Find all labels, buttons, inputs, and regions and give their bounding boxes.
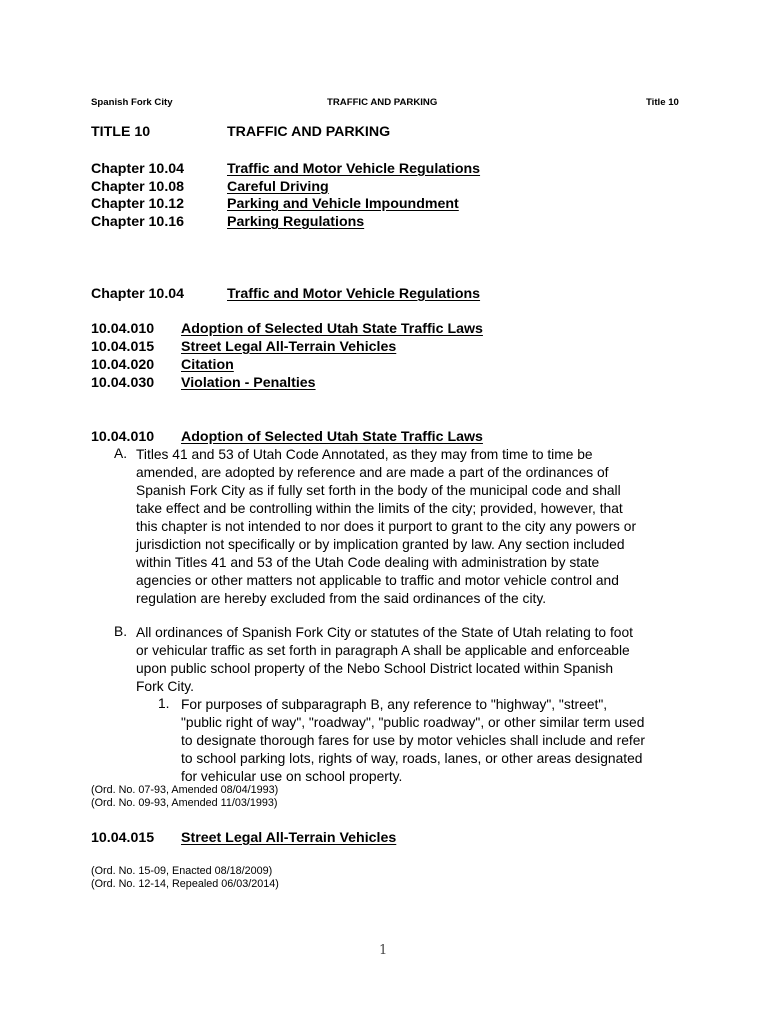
subparagraph-1-line: to school parking lots, rights of way, roads, lanes, or other areas designated (181, 751, 643, 766)
paragraph-a-line: jurisdiction not specifically or by implication granted by law. Any section included (136, 537, 625, 552)
subparagraph-1-line: for vehicular use on school property. (181, 769, 403, 784)
chapter-link[interactable]: Careful Driving (227, 179, 329, 195)
section-number: 10.04.030 (91, 375, 155, 391)
chapter-link[interactable]: Parking Regulations (227, 214, 365, 230)
section-010-number: 10.04.010 (91, 429, 155, 445)
title-name: TRAFFIC AND PARKING (227, 124, 391, 140)
section-010-title: Adoption of Selected Utah State Traffic Laws (181, 429, 483, 445)
ordinance-note: (Ord. No. 12-14, Repealed 06/03/2014) (91, 878, 279, 890)
section-link[interactable]: Citation (181, 357, 234, 373)
subparagraph-1-line: For purposes of subparagraph B, any reference to "highway", "street", (181, 697, 608, 712)
paragraph-a-line: regulation are hereby excluded from the said ordinances of the city. (136, 591, 547, 606)
section-015-title: Street Legal All-Terrain Vehicles (181, 830, 397, 846)
paragraph-b-marker: B. (114, 624, 128, 639)
paragraph-a-line: within Titles 41 and 53 of the Utah Code dealing with administration by state (136, 555, 600, 570)
section-link[interactable]: Adoption of Selected Utah State Traffic Laws (181, 321, 483, 337)
paragraph-b-line: or vehicular traffic as set forth in paragraph A shall be applicable and enforceable (136, 643, 630, 658)
page-number: 1 (379, 943, 388, 958)
subparagraph-1-line: "public right of way", "roadway", "public roadway", or other similar term used (181, 715, 645, 730)
header-city: Spanish Fork City (91, 97, 173, 108)
ordinance-note: (Ord. No. 15-09, Enacted 08/18/2009) (91, 865, 273, 877)
chapter-number: Chapter 10.16 (91, 214, 185, 230)
header-title-number: Title 10 (646, 97, 679, 108)
ordinance-note: (Ord. No. 09-93, Amended 11/03/1993) (91, 797, 278, 809)
paragraph-a-line: Titles 41 and 53 of Utah Code Annotated, as they may from time to time be (136, 447, 593, 462)
paragraph-a-line: amended, are adopted by reference and are made a part of the ordinances of (136, 465, 609, 480)
paragraph-a-line: this chapter is not intended to nor does it purport to grant to the city any powers or (136, 519, 637, 534)
title-label: TITLE 10 (91, 124, 151, 140)
section-015-number: 10.04.015 (91, 830, 155, 846)
subparagraph-1-marker: 1. (158, 696, 170, 711)
paragraph-a-line: take effect and be controlling within the limits of the city; provided, however, that (136, 501, 623, 516)
section-link[interactable]: Street Legal All-Terrain Vehicles (181, 339, 397, 355)
paragraph-a (136, 446, 681, 608)
section-number: 10.04.010 (91, 321, 155, 337)
section-number: 10.04.015 (91, 339, 155, 355)
chapter-link[interactable]: Traffic and Motor Vehicle Regulations (227, 161, 481, 177)
subparagraph-1 (181, 696, 681, 786)
paragraph-a-line: agencies or other matters not applicable to traffic and motor vehicle control and (136, 573, 619, 588)
paragraph-b-line: Fork City. (136, 679, 194, 694)
paragraph-b-line: All ordinances of Spanish Fork City or statutes of the State of Utah relating to foot (136, 625, 633, 640)
subparagraph-1-line: to designate thorough fares for use by motor vehicles shall include and refer (181, 733, 645, 748)
section-link[interactable]: Violation - Penalties (181, 375, 316, 391)
ordinance-note: (Ord. No. 07-93, Amended 08/04/1993) (91, 784, 279, 796)
chapter-heading-number: Chapter 10.04 (91, 286, 185, 302)
chapter-link[interactable]: Parking and Vehicle Impoundment (227, 196, 459, 212)
paragraph-b-line: upon public school property of the Nebo School District located within Spanish (136, 661, 614, 676)
chapter-number: Chapter 10.08 (91, 179, 185, 195)
chapter-number: Chapter 10.12 (91, 196, 185, 212)
paragraph-b (136, 624, 681, 696)
section-number: 10.04.020 (91, 357, 155, 373)
paragraph-a-marker: A. (114, 446, 128, 461)
chapter-number: Chapter 10.04 (91, 161, 185, 177)
chapter-heading-name: Traffic and Motor Vehicle Regulations (227, 286, 481, 302)
paragraph-a-line: Spanish Fork City as if fully set forth in the body of the municipal code and shall (136, 483, 621, 498)
header-title: TRAFFIC AND PARKING (327, 97, 438, 108)
